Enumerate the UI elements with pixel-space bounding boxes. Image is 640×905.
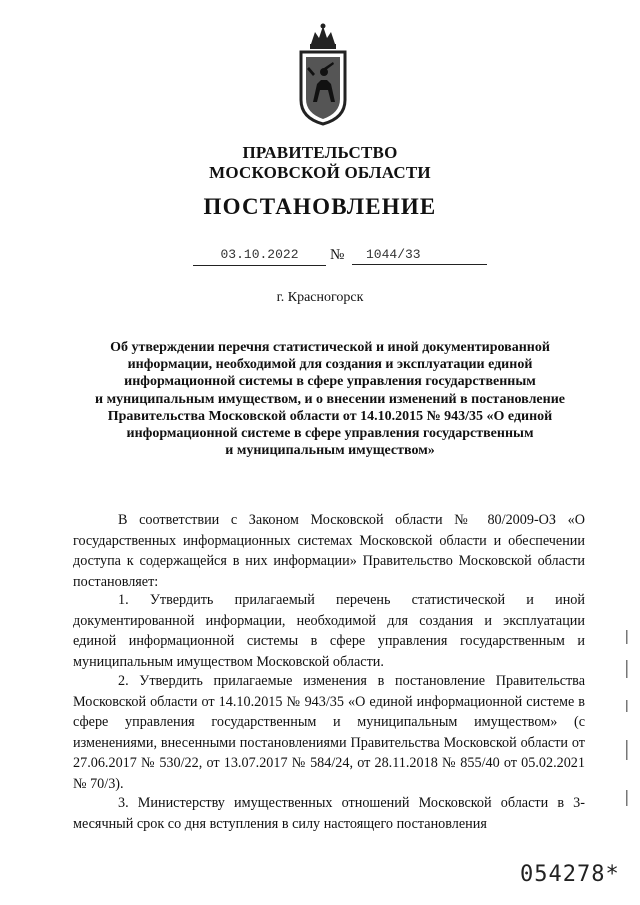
clause-1-paragraph: 1. Утвердить прилагаемый перечень статистической и иной документированной информации, необходимой для создания и эксплуатации единой информационной системы в сфере управления государственным и муниципальным имуществом Московской области.	[73, 592, 585, 670]
government-name-line-2: МОСКОВСКОЙ ОБЛАСТИ	[209, 163, 431, 182]
document-title	[90, 339, 570, 459]
title-line: Об утверждении перечня статистической и иной документированной	[110, 340, 550, 355]
clause-3-paragraph: 3. Министерству имущественных отношений Московской области в 3-месячный срок со дня вступления в силу настоящего постановления	[73, 795, 585, 832]
title-line: и муниципальным имуществом»	[225, 443, 435, 459]
title-line: информационной системе в сфере управления государственным	[126, 426, 534, 442]
title-line: и муниципальным имуществом, и о внесении изменений в постановление	[95, 391, 565, 407]
clause-2-paragraph: 2. Утвердить прилагаемые изменения в постановление Правительства Московской области от 14.10.2015 № 943/35 «О единой информационной системе в сфере управления государственным и муниципальным имуществом» (с изменениями, внесенными постановлениями Правительства Московской области от 27.06.2017 № 530/22, от 13.07.2017 № 584/24, от 28.11.2018 № 855/40 от 05.02.2021 № 70/3).	[73, 673, 585, 792]
document-type: ПОСТАНОВЛЕНИЕ	[203, 194, 437, 219]
number-sign: №	[330, 247, 345, 263]
title-line: информации, необходимой для создания и эксплуатации единой	[127, 357, 533, 373]
preamble-paragraph: В соответствии с Законом Московской области № 80/2009-ОЗ «О государственных информационных системах Московской области и обеспечении доступа к содержащейся в них информации» Правительство Московской области постановляет:	[73, 512, 585, 590]
government-name-line-1: ПРАВИТЕЛЬСТВО	[242, 143, 398, 162]
document-date: 03.10.2022	[193, 247, 326, 266]
scan-edge-marks	[624, 630, 630, 820]
document-number: 1044/33	[352, 247, 487, 265]
city-of-issue: г. Красногорск	[276, 290, 364, 305]
coat-of-arms-icon	[297, 22, 349, 126]
title-line: информационной системы в сфере управления государственным	[124, 374, 536, 390]
title-line: Правительства Московской области от 14.10.2015 № 943/35 «О единой	[107, 408, 553, 424]
document-serial-number: 054278*	[520, 862, 620, 887]
